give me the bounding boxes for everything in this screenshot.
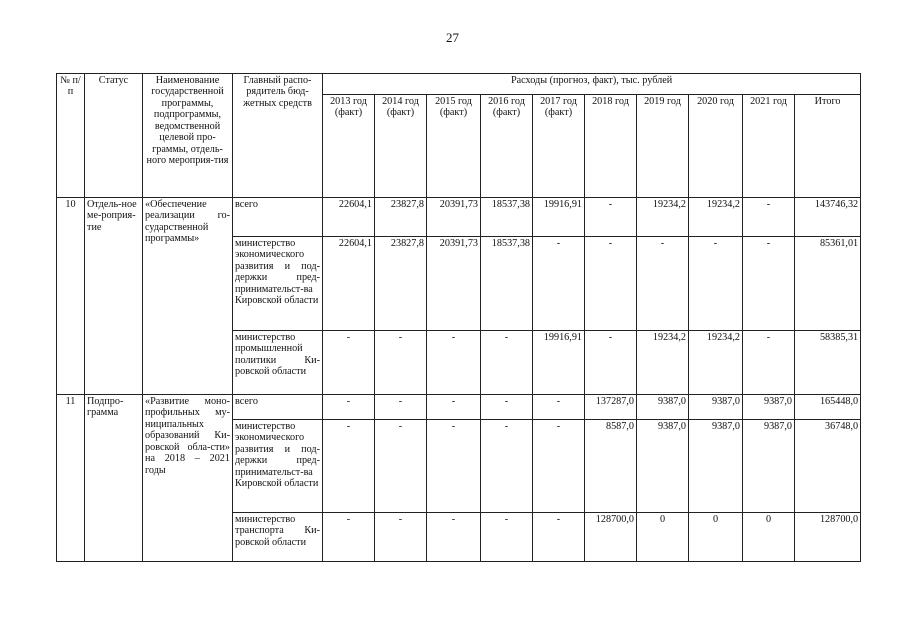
value-cell: 9387,0 (689, 395, 743, 420)
value-cell: 22604,1 (323, 237, 375, 331)
value-cell: - (375, 331, 427, 395)
value-cell: 18537,38 (481, 198, 533, 237)
row-admin: всего (233, 198, 323, 237)
row-admin: министерство экономического развития и под-держки пред-принимательст-ва Кировской области (233, 420, 323, 513)
value-cell: - (585, 198, 637, 237)
value-cell: - (533, 420, 585, 513)
value-cell: 19234,2 (637, 331, 689, 395)
total-cell: 36748,0 (795, 420, 861, 513)
value-cell: - (481, 513, 533, 562)
header-year: 2018 год (585, 95, 637, 198)
value-cell: 18537,38 (481, 237, 533, 331)
expenses-table (56, 73, 861, 562)
value-cell: 9387,0 (637, 395, 689, 420)
value-cell: - (585, 331, 637, 395)
value-cell: 19234,2 (689, 331, 743, 395)
value-cell: - (533, 395, 585, 420)
header-year: 2016 год (факт) (481, 95, 533, 198)
header-year: 2014 год (факт) (375, 95, 427, 198)
value-cell: - (743, 198, 795, 237)
header-year: 2013 год (факт) (323, 95, 375, 198)
header-num: № п/п (57, 74, 85, 198)
row-status: Подпро-грамма (85, 395, 143, 562)
row-num: 10 (57, 198, 85, 395)
value-cell: 19916,91 (533, 331, 585, 395)
value-cell: 137287,0 (585, 395, 637, 420)
value-cell: - (481, 420, 533, 513)
value-cell: 23827,8 (375, 237, 427, 331)
total-cell: 58385,31 (795, 331, 861, 395)
row-admin: министерство транспорта Ки-ровской области (233, 513, 323, 562)
value-cell: - (533, 513, 585, 562)
header-name: Наименование государственной программы, подпрограммы, ведомственной целевой про-граммы, отдель-ного мероприя-тия (143, 74, 233, 198)
value-cell: 9387,0 (743, 395, 795, 420)
header-total: Итого (795, 95, 861, 198)
value-cell: 20391,73 (427, 237, 481, 331)
value-cell: 22604,1 (323, 198, 375, 237)
value-cell: - (689, 237, 743, 331)
value-cell: - (323, 331, 375, 395)
value-cell: - (533, 237, 585, 331)
value-cell: - (323, 395, 375, 420)
total-cell: 165448,0 (795, 395, 861, 420)
value-cell: - (323, 513, 375, 562)
total-cell: 85361,01 (795, 237, 861, 331)
header-row (57, 74, 861, 95)
row-num: 11 (57, 395, 85, 562)
row-name: «Обеспечение реализации го-сударственной программы» (143, 198, 233, 395)
value-cell: - (427, 331, 481, 395)
value-cell: - (375, 420, 427, 513)
value-cell: - (427, 420, 481, 513)
value-cell: - (481, 395, 533, 420)
header-year: 2020 год (689, 95, 743, 198)
value-cell: 9387,0 (689, 420, 743, 513)
header-admin: Главный распо-рядитель бюд-жетных средств (233, 74, 323, 198)
header-year: 2017 год (факт) (533, 95, 585, 198)
table-row (57, 198, 861, 237)
value-cell: 23827,8 (375, 198, 427, 237)
value-cell: 20391,73 (427, 198, 481, 237)
value-cell: 19916,91 (533, 198, 585, 237)
value-cell: 0 (743, 513, 795, 562)
page-number: 27 (446, 30, 459, 45)
header-status: Статус (85, 74, 143, 198)
value-cell: - (427, 513, 481, 562)
value-cell: 128700,0 (585, 513, 637, 562)
row-admin: министерство промышленной политики Ки-ровской области (233, 331, 323, 395)
table-row (57, 395, 861, 420)
row-admin: всего (233, 395, 323, 420)
value-cell: - (427, 395, 481, 420)
header-year: 2021 год (743, 95, 795, 198)
header-year: 2015 год (факт) (427, 95, 481, 198)
value-cell: 9387,0 (743, 420, 795, 513)
value-cell: - (585, 237, 637, 331)
row-name: «Развитие моно-профильных му-ниципальных образований Ки-ровской обла-сти» на 2018 – 2021 годы (143, 395, 233, 562)
value-cell: - (743, 331, 795, 395)
value-cell: 19234,2 (637, 198, 689, 237)
value-cell: 0 (637, 513, 689, 562)
value-cell: - (637, 237, 689, 331)
value-cell: 8587,0 (585, 420, 637, 513)
value-cell: - (375, 513, 427, 562)
row-status: Отдель-ное ме-роприя-тие (85, 198, 143, 395)
value-cell: 9387,0 (637, 420, 689, 513)
value-cell: - (323, 420, 375, 513)
header-expenses: Расходы (прогноз, факт), тыс. рублей (323, 74, 861, 95)
value-cell: 0 (689, 513, 743, 562)
value-cell: - (481, 331, 533, 395)
value-cell: - (743, 237, 795, 331)
row-admin: министерство экономического развития и под-держки пред-принимательст-ва Кировской области (233, 237, 323, 331)
header-year: 2019 год (637, 95, 689, 198)
value-cell: - (375, 395, 427, 420)
total-cell: 128700,0 (795, 513, 861, 562)
value-cell: 19234,2 (689, 198, 743, 237)
total-cell: 143746,32 (795, 198, 861, 237)
